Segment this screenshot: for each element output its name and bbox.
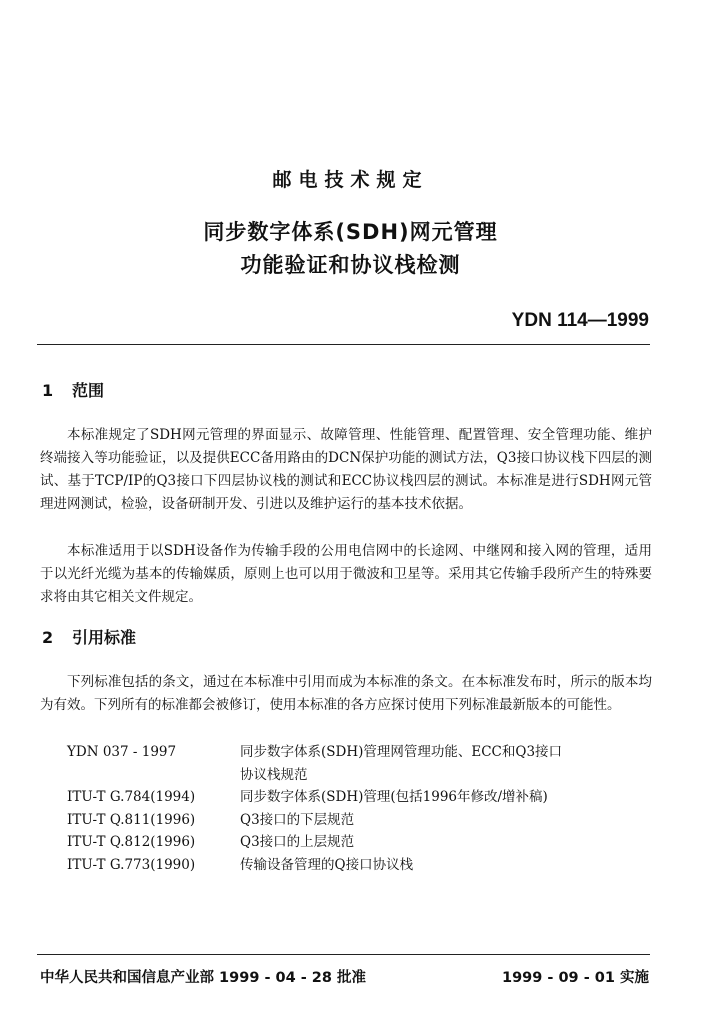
section-1-heading — [42, 378, 104, 401]
reference-list — [67, 741, 657, 876]
references-paragraph: 下列标准包括的条文，通过在本标准中引用而成为本标准的条文。在本标准发布时，所示的版本均为有效。下列所有的标准都会被修订，使用本标准的各方应探讨使用下列标准最新版本的可能性。 — [40, 674, 652, 713]
issue-date: 中华人民共和国信息产业部 1999 - 04 - 28 批准 — [40, 970, 367, 986]
scope-paragraph-1: 本标准规定了SDH网元管理的界面显示、故障管理、性能管理、配置管理、安全管理功能、维护终端接入等功能验证，以及提供ECC备用路由的DCN保护功能的测试方法，Q3接口协议栈下四层的测试、基于TCP/IP的Q3接口下四层协议栈的测试和ECC协议栈四层的测试。本标准是进行SDH网元管理进网测试，检验，设备研制开发、引进以及维护运行的基本技术依据。 — [40, 427, 652, 512]
reference-item — [67, 831, 657, 854]
reference-item — [67, 786, 657, 809]
effective-date: 1999 - 09 - 01 实施 — [502, 970, 649, 986]
document-title-line1: 同步数字体系(SDH)网元管理 — [203, 220, 498, 244]
reference-code: ITU-T G.773(1990) — [67, 856, 196, 873]
scope-paragraph-2: 本标准适用于以SDH设备作为传输手段的公用电信网中的长途网、中继网和接入网的管理，适用于以光纤光缆为基本的传输媒质，原则上也可以用于微波和卫星等。采用其它传输手段所产生的特殊要求将由其它相关文件规定。 — [40, 543, 652, 605]
reference-title: 同步数字体系(SDH)管理网管理功能、ECC和Q3接口 — [240, 744, 563, 760]
footer-divider — [37, 954, 650, 955]
reference-code: ITU-T G.784(1994) — [67, 789, 196, 805]
reference-title: Q3接口的下层规范 — [240, 811, 355, 828]
header-divider — [37, 344, 650, 345]
reference-code: ITU-T Q.811(1996) — [67, 811, 196, 828]
section-number: 1 — [42, 381, 54, 400]
reference-title: 传输设备管理的Q接口协议栈 — [240, 856, 414, 873]
reference-item-continuation — [67, 764, 657, 787]
section-2-heading — [42, 625, 136, 648]
reference-code: ITU-T Q.812(1996) — [67, 834, 196, 850]
reference-code: YDN 037 - 1997 — [67, 744, 177, 760]
reference-item — [67, 854, 657, 877]
reference-item — [67, 741, 657, 764]
reference-title: Q3接口的上层规范 — [240, 834, 355, 850]
section-title: 引用标准 — [72, 628, 137, 647]
section-title: 范围 — [72, 381, 105, 400]
document-title-line2: 功能验证和协议栈检测 — [240, 253, 461, 277]
reference-item — [67, 809, 657, 832]
reference-title: 协议栈规范 — [240, 766, 308, 783]
document-number: YDN 114—1999 — [511, 310, 649, 331]
document-category: 邮电技术规定 — [272, 169, 429, 191]
section-number: 2 — [42, 628, 54, 647]
reference-title: 同步数字体系(SDH)管理(包括1996年修改/增补稿) — [240, 789, 548, 805]
